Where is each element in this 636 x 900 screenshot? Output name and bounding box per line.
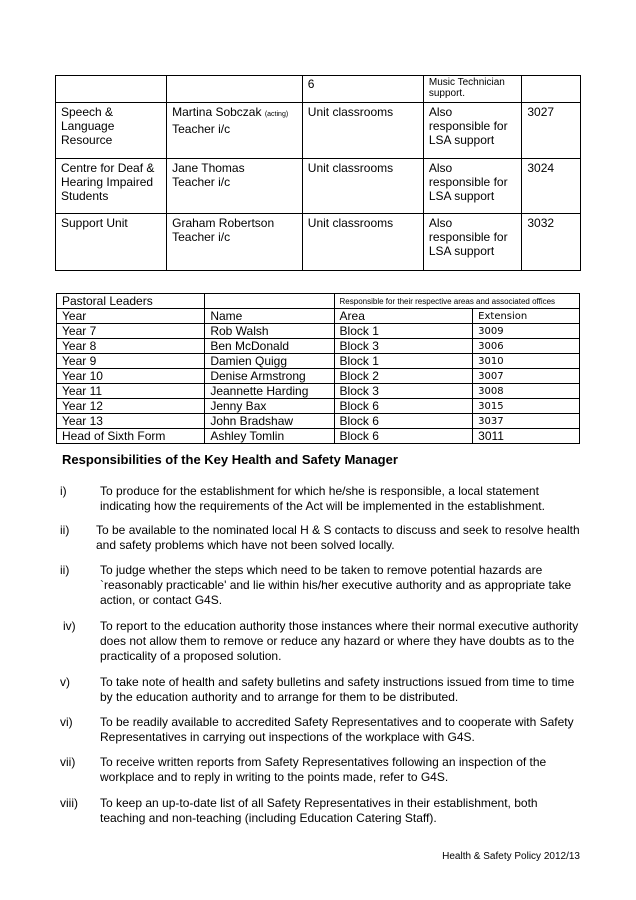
- area-cell: Unit classrooms: [302, 159, 423, 214]
- item-text: [100, 619, 578, 664]
- ext-cell: [522, 76, 581, 103]
- table-row: [57, 324, 580, 339]
- year-cell: Year 8: [57, 339, 205, 354]
- column-header: Name: [205, 309, 334, 324]
- area-cell: Block 6: [334, 429, 473, 444]
- year-cell: Year 13: [57, 414, 205, 429]
- column-header: Extension: [473, 309, 580, 324]
- area-cell: Block 6: [334, 399, 473, 414]
- staff-name: Jane Thomas: [172, 161, 245, 175]
- item-text: [100, 755, 546, 785]
- table-row: [57, 369, 580, 384]
- table-row: [57, 354, 580, 369]
- name-cell: Denise Armstrong: [205, 369, 334, 384]
- page-footer: Health & Safety Policy 2012/13: [442, 851, 580, 862]
- item-number: vii): [60, 755, 76, 769]
- item-number: i): [60, 484, 67, 498]
- extension-cell: 3007: [473, 369, 580, 384]
- table-title-row: [57, 294, 580, 309]
- notes-cell: Also responsible for LSA support: [423, 214, 522, 271]
- item-text-line: Representatives in carrying out inspections of the workplace with G4S.: [100, 730, 475, 744]
- item-text-line: To be readily available to accredited Safety Representatives and to cooperate with Safety: [100, 715, 574, 729]
- area-cell: Block 2: [334, 369, 473, 384]
- ext-cell: 3032: [522, 214, 581, 271]
- unit-cell: Support Unit: [56, 214, 167, 271]
- item-text: [100, 715, 574, 745]
- item-number: vi): [60, 715, 73, 729]
- extension-cell: 3037: [473, 414, 580, 429]
- item-text-line: To keep an up-to-date list of all Safety Representatives in their establishment, both: [100, 796, 538, 810]
- table-row: [56, 103, 581, 159]
- section-heading: Responsibilities of the Key Health and Safety Manager: [62, 452, 398, 467]
- item-text-line: by the education authority and to arrange for them to be distributed.: [100, 690, 459, 704]
- unit-cell: Speech & Language Resource: [56, 103, 167, 159]
- item-text: [100, 675, 574, 705]
- item-text-line: To produce for the establishment for which he/she is responsible, a local statement: [100, 484, 539, 498]
- item-number: ii): [60, 563, 70, 577]
- name-cell: [167, 214, 303, 271]
- extension-cell: 3006: [473, 339, 580, 354]
- empty-cell: [205, 294, 334, 309]
- unit-cell: Centre for Deaf & Hearing Impaired Students: [56, 159, 167, 214]
- year-cell: Year 11: [57, 384, 205, 399]
- extension-cell: 3015: [473, 399, 580, 414]
- item-text-line: `reasonably practicable' and lie within his/her executive authority and as appropriate take: [100, 578, 572, 592]
- table-note: Responsible for their respective areas and associated offices: [334, 294, 579, 309]
- item-text-line: To judge whether the steps which need to be taken to remove potential hazards are: [100, 563, 543, 577]
- area-cell: Block 3: [334, 384, 473, 399]
- item-text-line: To receive written reports from Safety Representatives following an inspection of the: [100, 755, 547, 769]
- item-text-line: action, or contact G4S.: [100, 593, 223, 607]
- notes-cell: Also responsible for LSA support: [423, 159, 522, 214]
- name-cell: Damien Quigg: [205, 354, 334, 369]
- item-text: [100, 484, 545, 514]
- staff-role: Teacher i/c: [172, 175, 231, 189]
- item-number: iv): [63, 619, 76, 633]
- area-cell: 6: [302, 76, 423, 103]
- table-header-row: [57, 309, 580, 324]
- name-cell: [167, 76, 303, 103]
- table-row: [56, 76, 581, 103]
- ext-cell: 3027: [522, 103, 581, 159]
- area-cell: Unit classrooms: [302, 103, 423, 159]
- year-cell: Head of Sixth Form: [57, 429, 205, 444]
- area-cell: Block 1: [334, 324, 473, 339]
- item-text-line: and safety problems which have not been solved locally.: [96, 538, 395, 552]
- notes-cell: Also responsible for LSA support: [423, 103, 522, 159]
- area-cell: Block 3: [334, 339, 473, 354]
- item-text-line: workplace and to reply in writing to the points made, refer to G4S.: [100, 770, 449, 784]
- column-header: Year: [57, 309, 205, 324]
- name-cell: Rob Walsh: [205, 324, 334, 339]
- area-cell: Unit classrooms: [302, 214, 423, 271]
- item-number: ii): [60, 523, 70, 537]
- name-cell: Jenny Bax: [205, 399, 334, 414]
- table-row: [56, 214, 581, 271]
- unit-cell: [56, 76, 167, 103]
- column-header: Area: [334, 309, 473, 324]
- name-cell: Jeannette Harding: [205, 384, 334, 399]
- table-row: [57, 429, 580, 444]
- item-text-line: teaching and non-teaching (including Education Catering Staff).: [100, 811, 437, 825]
- acting-note: (acting): [264, 111, 289, 118]
- item-text-line: To take note of health and safety bulletins and safety instructions issued from time to time: [100, 675, 575, 689]
- extension-cell: 3011: [473, 429, 580, 444]
- extension-cell: 3008: [473, 384, 580, 399]
- name-cell: [167, 103, 303, 159]
- name-cell: [167, 159, 303, 214]
- table-row: [57, 414, 580, 429]
- item-text-line: practicality of a proposed solution.: [100, 649, 282, 663]
- table-row: [57, 399, 580, 414]
- notes-cell: Music Technician support.: [423, 76, 522, 103]
- staff-role: Teacher i/c: [172, 122, 231, 136]
- item-text-line: To report to the education authority those instances where their normal executive authority: [100, 619, 579, 633]
- staff-name: Graham Robertson: [172, 216, 275, 230]
- year-cell: Year 10: [57, 369, 205, 384]
- staff-name: Martina Sobczak: [172, 105, 262, 119]
- year-cell: Year 9: [57, 354, 205, 369]
- name-cell: John Bradshaw: [205, 414, 334, 429]
- table-row: [57, 384, 580, 399]
- staff-table: [55, 75, 581, 271]
- item-text-line: does not allow them to remove or reduce any hazard or where they have doubts as to the: [100, 634, 575, 648]
- item-text: [100, 563, 571, 608]
- item-text-line: indicating how the requirements of the Act will be implemented in the establishment.: [100, 499, 545, 513]
- table-title: Pastoral Leaders: [57, 294, 205, 309]
- staff-role: Teacher i/c: [172, 230, 231, 244]
- year-cell: Year 7: [57, 324, 205, 339]
- item-number: v): [60, 675, 70, 689]
- ext-cell: 3024: [522, 159, 581, 214]
- name-cell: Ben McDonald: [205, 339, 334, 354]
- item-number: viii): [60, 796, 78, 810]
- name-cell: Ashley Tomlin: [205, 429, 334, 444]
- item-text: [100, 796, 538, 826]
- year-cell: Year 12: [57, 399, 205, 414]
- pastoral-leaders-table: [56, 293, 580, 444]
- item-text: [96, 523, 580, 553]
- extension-cell: 3009: [473, 324, 580, 339]
- table-row: [56, 159, 581, 214]
- area-cell: Block 6: [334, 414, 473, 429]
- area-cell: Block 1: [334, 354, 473, 369]
- extension-cell: 3010: [473, 354, 580, 369]
- table-row: [57, 339, 580, 354]
- item-text-line: To be available to the nominated local H & S contacts to discuss and seek to resolve health: [96, 523, 580, 537]
